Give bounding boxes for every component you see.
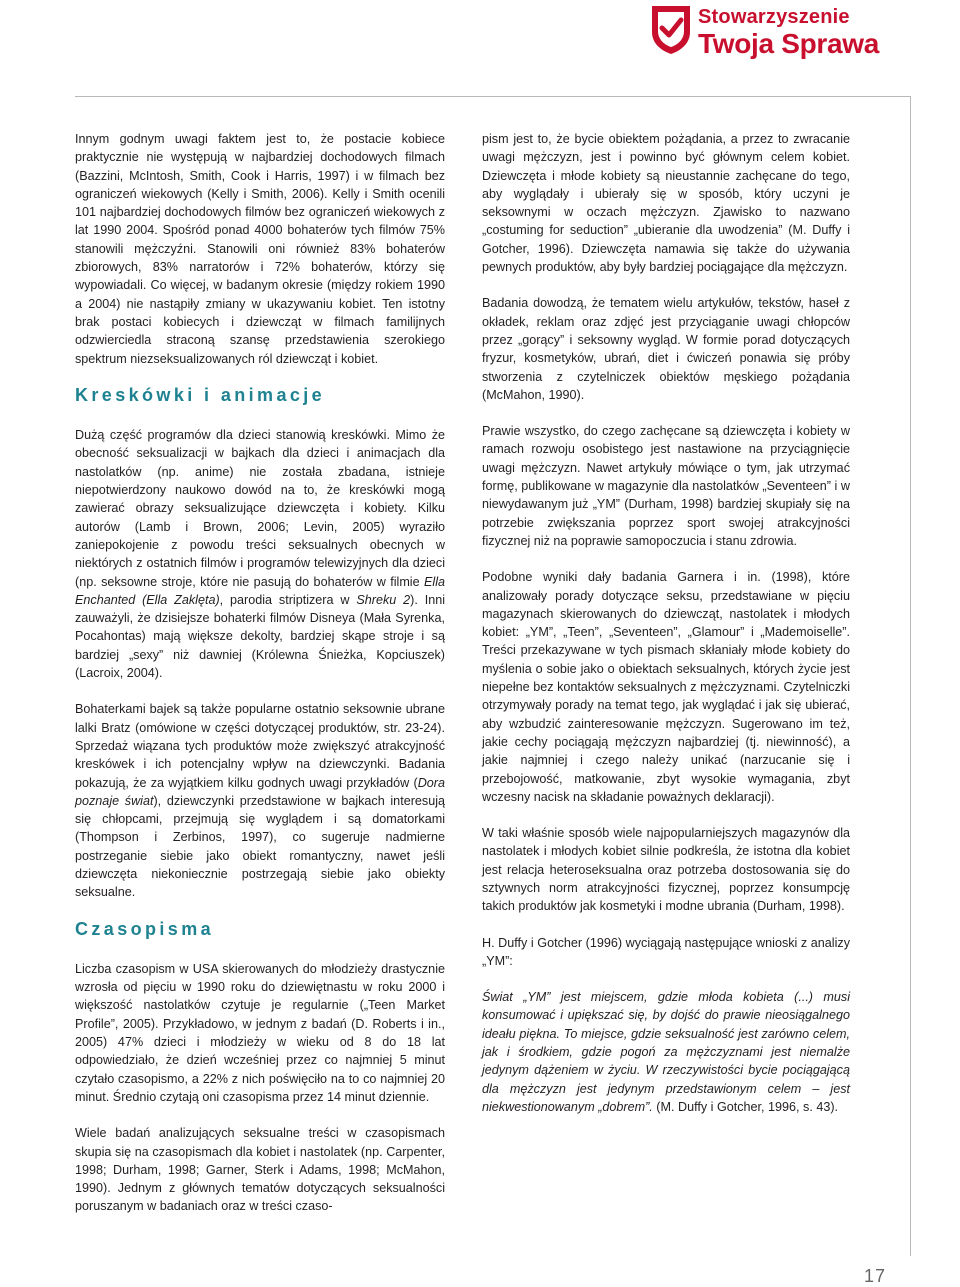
- paragraph: Liczba czasopism w USA skierowanych do młodzieży drastycznie wzrosła od pięciu w 1990 roku do dziewiętnastu w roku 2000 i większość nastolatków czytuje je regularnie („Teen Market Profile”, 2005). Przykładowo, w jednym z badań (D. Roberts i in., 2005) 47% dzieci i młodzieży w wieku od 8 do 18 lat odpowiedziało, że dzień wcześniej przez co najmniej 5 minut czytało czasopismo, a 22% z nich poświęciło na to co najmniej 20 minut. Średnio czytają oni czasopisma przez 14 minut dziennie.: [75, 961, 445, 1104]
- paragraph: Bohaterkami bajek są także popularne ostatnio seksownie ubrane lalki Bratz (omówione w części dotyczącej produktów, str. 23-24). Sprzedaż wiązana tych produktów może zwiększyć atrakcyjność kreskówek i ich potencjalny wpływ na dziewczynki. Badania pokazują, że za wyjątkiem kilku godnych uwagi przykładów (Dora poznaje świat), dziewczynki przedstawione w bajkach interesują się chłopcami, przejmują się wyglądem i są domatorkami (Thompson i Zerbinos, 1997), co sugeruje nadmierne postrzeganie siebie jako obiekt romantyczny, nawet jeśli dziewczęta niekoniecznie postrzegają siebie jako obiekty seksualne.: [75, 702, 445, 900]
- section-heading: Kreskówki i animacje: [75, 384, 326, 405]
- paragraph: Wiele badań analizujących seksualne treści w czasopismach skupia się na czasopismach dla kobiet i nastolatek (np. Carpenter, 1998; Durham, 1998; Garner, Sterk i Adams, 1998; McMahon, 1990). Jednym z głównych tematów dotyczących seksualności poruszanym w badaniach oraz w treści czaso-: [75, 1126, 445, 1214]
- paragraph: Podobne wyniki dały badania Garnera i in. (1998), które analizowały porady dotyczące seksu, przedstawiane w pięciu magazynach skierowanych do dziewcząt, nastolatek i młodych kobiet: „YM”, „Teen”, „Seventeen”, „Glamour” i „Mademoiselle”. Treści przekazywane w tych pismach skłaniały młode kobiety do myślenia o sobie jako o obiektach seksualnych, których życie jest niepełne bez kontaktów seksualnych z mężczyznami. Czytelniczki otrzymywały porady na temat tego, jak wyglądać i jak się ubierać, aby wzbudzić zainteresowanie mężczyzn. Sugerowano im też, jakie cechy pociągają mężczyzn najbardziej (tj. niewinność), a jakie najmniej i czego należy unikać (narzucanie się i przebojowość, matkowanie, zbyt wysokie wymagania, zbyt wczesny nacisk na składanie poważnych deklaracji).: [482, 570, 850, 804]
- right-column: [482, 130, 850, 1134]
- brand-logo: [650, 4, 890, 60]
- logo-line2: Twoja Sprawa: [698, 28, 880, 59]
- logo-line1: Stowarzyszenie: [698, 6, 850, 28]
- paragraph: Innym godnym uwagi faktem jest to, że postacie kobiece praktycznie nie występują w najbardziej dochodowych filmach (Bazzini, McIntosh, Smith, Cook i Harris, 1997) i w filmach bez ograniczeń wiekowych (Kelly i Smith, 2006). Kelly i Smith ocenili 101 najbardziej dochodowych filmów bez ograniczeń wiekowych z lat 1990 2004. Spośród ponad 4000 bohaterów tych filmów 75% stanowili mężczyźni. Stanowili oni również 83% bohaterów zbiorowych, 83% narratorów i 72% bohaterów, którzy się wypowiadali. Co więcej, w badanym okresie (między rokiem 1990 a 2004) nie nastąpiły zmiany w ukazywaniu kobiet. Ten istotny brak postaci kobiecych i dziewcząt w filmach familijnych odzwierciedla straconą szansę przedstawienia szerokiego spektrum niezseksualizowanych ról dziewcząt i kobiet.: [75, 132, 445, 366]
- paragraph: Dużą część programów dla dzieci stanowią kreskówki. Mimo że obecność seksualizacji w bajkach dla dzieci i animacjach dla nastolatków (np. anime) nie została zbadana, istnieje niepotwierdzony naukowo dowód na to, że kreskówki mogą zawierać obrazy seksualizujące dziewczęta i kobiety. Kilku autorów (Lamb i Brown, 2006; Levin, 2005) wyraziło zaniepokojenie z powodu treści seksualnych obecnych w niektórych z ostatnich filmów i programów telewizyjnych dla dzieci (np. seksowne stroje, które nie pasują do bohaterów w filmie Ella Enchanted (Ella Zaklęta), parodia striptizera w Shreku 2). Inni zauważyli, że dzisiejsze bohaterki filmów Disneya (Mała Syrenka, Pocahontas) mają większe dekolty, bardziej skąpe stroje i są bardziej „sexy” niż dawniej (Królewna Śnieżka, Kopciuszek) (Lacroix, 2004).: [75, 428, 445, 681]
- frame-right-line: [910, 96, 911, 1256]
- paragraph: H. Duffy i Gotcher (1996) wyciągają następujące wnioski z analizy „YM”:: [482, 935, 850, 968]
- paragraph: Badania dowodzą, że tematem wielu artykułów, tekstów, haseł z okładek, reklam oraz zdjęć jest przyciąganie uwagi chłopców przez „gorący” i seksowny wygląd. W formie porad dotyczących fryzur, kosmetyków, ubrań, diet i ćwiczeń ponawia się próby stworzenia z czytelniczek obiektów męskiego pożądania (McMahon, 1990).: [482, 296, 850, 402]
- frame-top-line: [75, 96, 910, 97]
- left-column: [75, 130, 445, 1234]
- film-title: Ella Enchanted (Ella Zaklęta): [75, 574, 445, 607]
- paragraph: Prawie wszystko, do czego zachęcane są dziewczęta i kobiety w ramach rozwoju osobistego jest nastawione na przyciągnięcie uwagi mężczyzn. Nawet artykuły mówiące o tym, jak utrzymać formę, publikowane w magazynie dla nastolatków „Seventeen” i w niewydawanym już „YM” (Durham, 1998) bardziej skupiały się na potrzebie zwiększania poprzez sport swojej atrakcyjności fizycznej niż na poprawie samopoczucia i stanu zdrowia.: [482, 424, 850, 548]
- block-quote: Świat „YM” jest miejscem, gdzie młoda kobieta (...) musi konsumować i upiększać się, by dojść do prawie nieosiągalnego ideału piękna. To miejsce, gdzie seksualność jest zarówno celem, jak i środkiem, gdzie pogoń za mężczyznami jest niemalże jedynym dążeniem w życiu. W rzeczywistości bycie pociągającą dla mężczyzn jest jedynym przedstawionym celem – jest niekwestionowanym „dobrem”. (M. Duffy i Gotcher, 1996, s. 43).: [482, 990, 850, 1114]
- film-title: Shreku 2: [356, 592, 411, 607]
- section-heading: Czasopisma: [75, 918, 215, 939]
- paragraph: W taki właśnie sposób wiele najpopularniejszych magazynów dla nastolatek i młodych kobiet silnie podkreśla, że istotna dla kobiet jest relacja heteroseksualna oraz potrzeba dostosowania się do sztywnych norm atrakcyjności fizycznej, poprzez konsumpcję takich produktów jak kosmetyki i modne ubrania (Durham, 1998).: [482, 826, 850, 914]
- paragraph: pism jest to, że bycie obiektem pożądania, a przez to zwracanie uwagi mężczyzn, jest i powinno być głównym celem kobiet. Dziewczęta i młode kobiety są nieustannie zachęcane do tego, aby wyglądały i ubierały się w sposób, który uczyni je seksownymi w oczach mężczyzn. Zjawisko to nazwano „costuming for seduction” „ubieranie dla uwodzenia” (M. Duffy i Gotcher, 1996). Dziewczęta namawia się także do używania pewnych produktów, aby były bardziej pociągające dla mężczyzn.: [482, 132, 850, 275]
- page-number: 17: [864, 1266, 887, 1286]
- show-title: Dora poznaje świat: [75, 775, 445, 808]
- shield-icon: [650, 4, 692, 56]
